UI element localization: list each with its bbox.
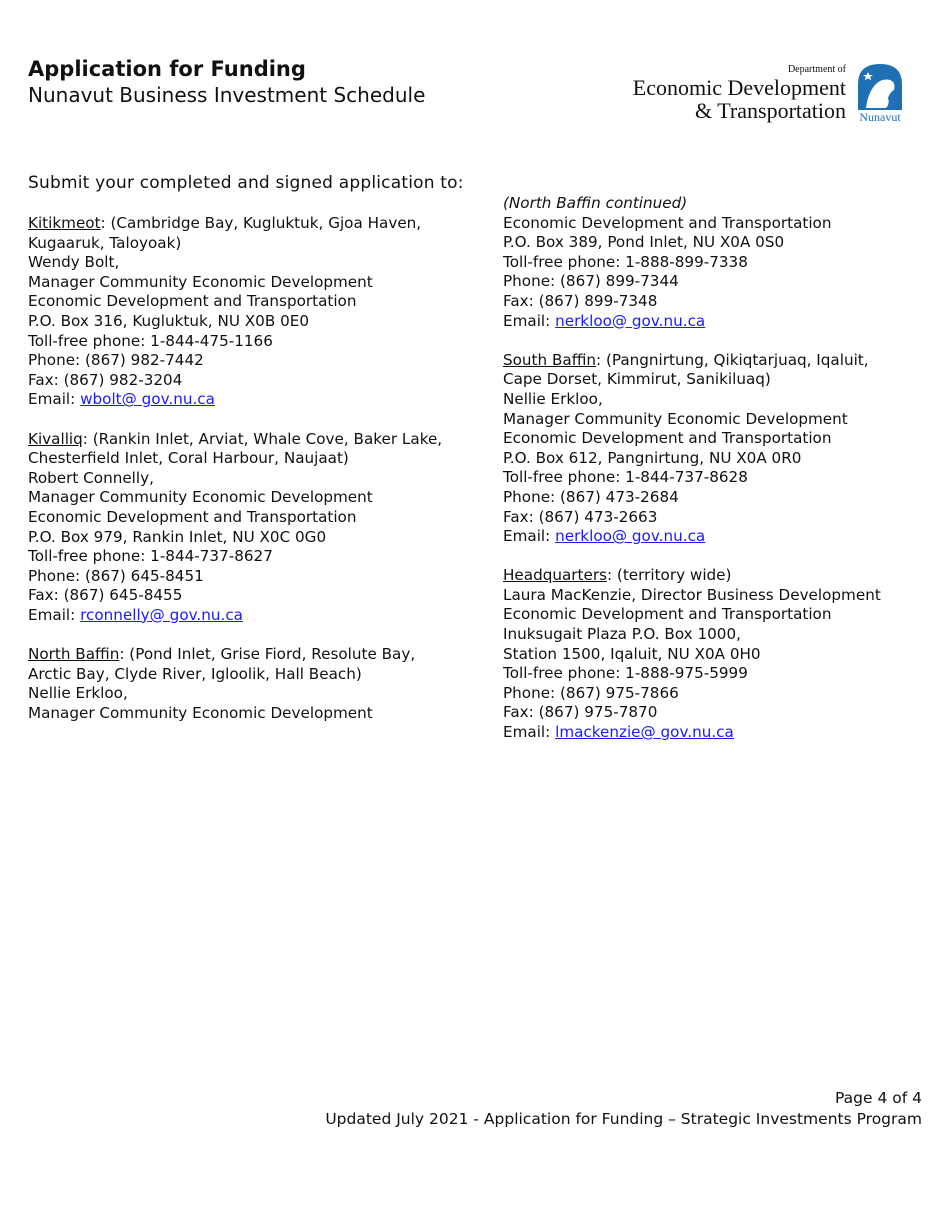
communities: : (Pangnirtung, Qikiqtarjuaq, Iqaluit, (596, 350, 869, 369)
email-label: Email: (503, 723, 556, 742)
phone: Phone: (867) 473-2684 (503, 487, 679, 506)
department: Economic Development and Transportation (503, 429, 832, 448)
contact-title: Manager Community Economic Development (28, 703, 373, 722)
tollfree-phone: Toll-free phone: 1-844-737-8627 (28, 547, 273, 566)
contact-title: Manager Community Economic Development (503, 409, 848, 428)
phone: Phone: (867) 899-7344 (503, 272, 679, 291)
communities-cont: Chesterfield Inlet, Coral Harbour, Naujaat) (28, 449, 349, 468)
fax: Fax: (867) 899-7348 (503, 291, 658, 310)
contact-name-title: Laura MacKenzie, Director Business Development (503, 585, 881, 604)
region-name: South Baffin (503, 350, 597, 369)
address-line-2: Station 1500, Iqaluit, NU X0A 0H0 (503, 644, 761, 663)
office-kivalliq (28, 430, 478, 626)
page-footer (325, 1088, 922, 1130)
communities-cont: Kugaaruk, Taloyoak) (28, 233, 182, 252)
department: Economic Development and Transportation (28, 292, 357, 311)
fax: Fax: (867) 473-2663 (503, 507, 658, 526)
office-headquarters (503, 566, 950, 742)
email-label: Email: (503, 527, 556, 546)
department: Economic Development and Transportation (28, 507, 357, 526)
document-header (28, 56, 425, 108)
contact-name: Wendy Bolt, (28, 253, 120, 272)
phone: Phone: (867) 645-8451 (28, 566, 204, 585)
region-name: Kivalliq (28, 429, 83, 448)
communities: : (Cambridge Bay, Kugluktuk, Gjoa Haven, (100, 214, 422, 232)
email-link[interactable]: nerkloo@ gov.nu.ca (555, 311, 706, 330)
document-subtitle: Nunavut Business Investment Schedule (28, 83, 426, 107)
email-link[interactable]: lmackenzie@ gov.nu.ca (555, 723, 734, 742)
right-column (503, 194, 950, 762)
communities-cont: Cape Dorset, Kimmirut, Sanikiluaq) (503, 370, 771, 389)
address: P.O. Box 389, Pond Inlet, NU X0A 0S0 (503, 233, 785, 252)
office-north-baffin-continued (503, 194, 950, 331)
region-name: North Baffin (28, 645, 120, 664)
tollfree-phone: Toll-free phone: 1-844-475-1166 (28, 331, 273, 350)
tollfree-phone: Toll-free phone: 1-844-737-8628 (503, 468, 748, 487)
communities: : (Pond Inlet, Grise Fiord, Resolute Bay, (119, 645, 416, 664)
contact-name: Nellie Erkloo, (28, 684, 128, 703)
fax: Fax: (867) 982-3204 (28, 370, 183, 389)
contact-name: Robert Connelly, (28, 468, 154, 487)
submission-instructions: Submit your completed and signed application to: (28, 173, 464, 193)
logo-dept-of: Department of (787, 64, 846, 75)
logo-line-1: Economic Development (632, 75, 846, 100)
email-link[interactable]: nerkloo@ gov.nu.ca (555, 527, 706, 546)
email-link[interactable]: wbolt@ gov.nu.ca (80, 390, 215, 409)
svg-text:Nunavut: Nunavut (859, 110, 901, 124)
office-kitikmeot (28, 214, 478, 410)
contact-title: Manager Community Economic Development (28, 272, 373, 291)
continued-note: (North Baffin continued) (503, 194, 688, 212)
region-name: Kitikmeot (28, 214, 101, 232)
tollfree-phone: Toll-free phone: 1-888-899-7338 (503, 252, 748, 271)
region-name: Headquarters (503, 566, 607, 585)
address: P.O. Box 316, Kugluktuk, NU X0B 0E0 (28, 311, 309, 330)
address: P.O. Box 979, Rankin Inlet, NU X0C 0G0 (28, 527, 327, 546)
contact-title: Manager Community Economic Development (28, 488, 373, 507)
email-label: Email: (503, 311, 556, 330)
phone: Phone: (867) 975-7866 (503, 683, 679, 702)
communities: : (territory wide) (606, 566, 732, 585)
department: Economic Development and Transportation (503, 213, 832, 232)
email-link[interactable]: rconnelly@ gov.nu.ca (80, 605, 243, 624)
communities: : (Rankin Inlet, Arviat, Whale Cove, Baker Lake, (82, 429, 443, 448)
footer-updated: Updated July 2021 - Application for Funding – Strategic Investments Program (325, 1110, 922, 1128)
logo-line-2: & Transportation (695, 98, 846, 123)
department: Economic Development and Transportation (503, 605, 832, 624)
office-south-baffin (503, 351, 950, 547)
email-label: Email: (28, 390, 81, 409)
document-title: Application for Funding (28, 57, 306, 81)
address: P.O. Box 612, Pangnirtung, NU X0A 0R0 (503, 448, 802, 467)
phone: Phone: (867) 982-7442 (28, 351, 204, 370)
left-column (28, 214, 478, 743)
page-number: Page 4 of 4 (835, 1089, 922, 1107)
tollfree-phone: Toll-free phone: 1-888-975-5999 (503, 664, 748, 683)
contact-name: Nellie Erkloo, (503, 389, 603, 408)
fax: Fax: (867) 645-8455 (28, 586, 183, 605)
communities-cont: Arctic Bay, Clyde River, Igloolik, Hall Beach) (28, 664, 362, 683)
email-label: Email: (28, 605, 81, 624)
fax: Fax: (867) 975-7870 (503, 703, 658, 722)
department-logo (612, 60, 908, 126)
office-north-baffin (28, 645, 478, 723)
address-line-1: Inuksugait Plaza P.O. Box 1000, (503, 625, 741, 644)
nunavut-emblem-icon (856, 62, 904, 124)
